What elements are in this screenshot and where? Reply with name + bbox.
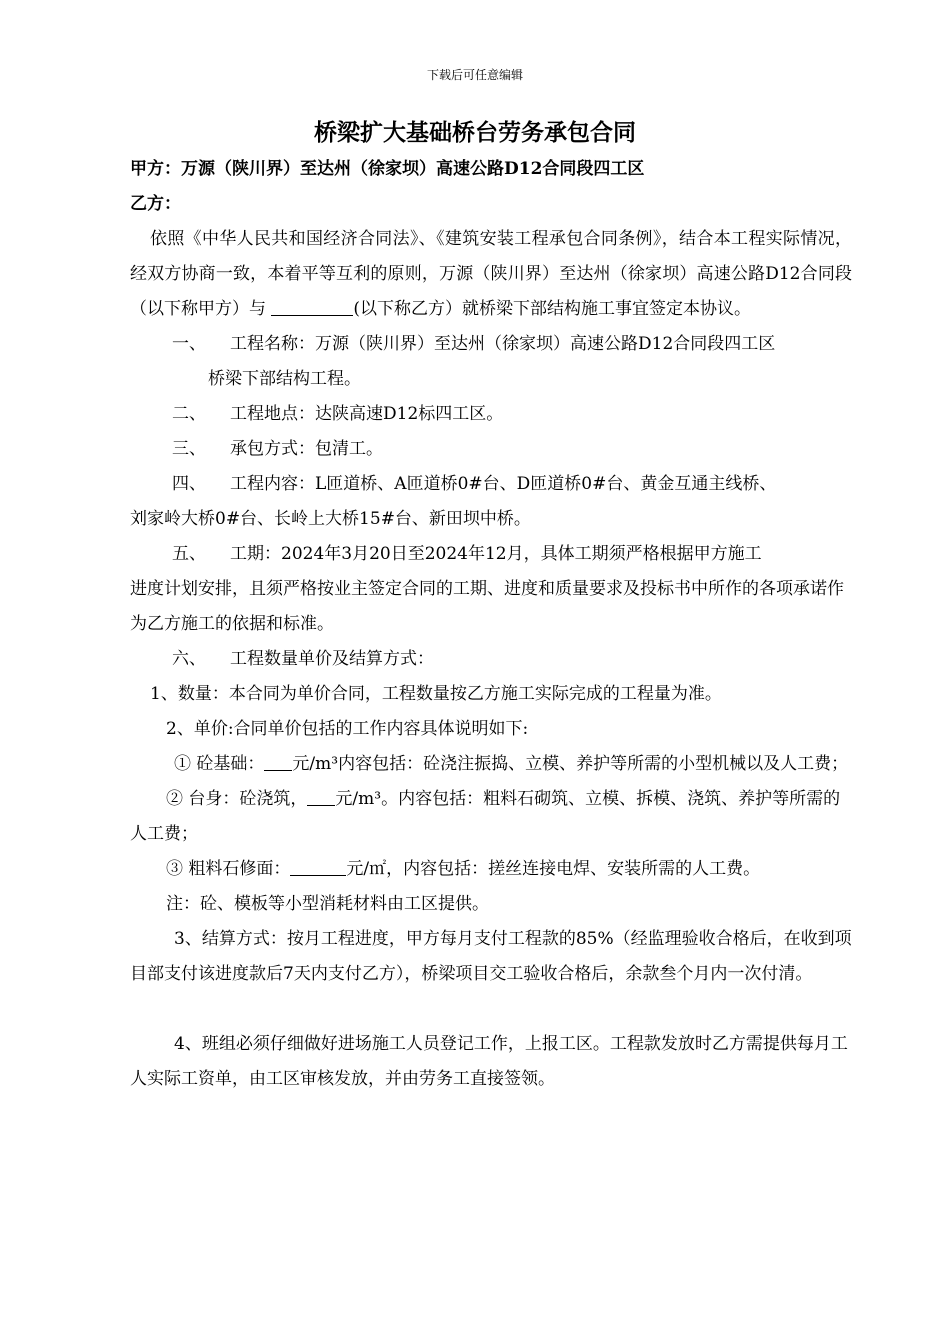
contract-body	[130, 152, 852, 1097]
clause-5	[130, 537, 852, 572]
item-unit-price: 2、单价:合同单价包括的工作内容具体说明如下:	[166, 719, 529, 739]
intro-text-1: 依照《中华人民共和国经济合同法》、《建筑安装工程承包合同条例》，结合本工程实际情况，经双方协商一致，本着平等互利的原则，万源（陕川界）至达州（徐家坝）高速公路D12合同段（以下称甲方）与	[130, 229, 852, 319]
clause-number: 二、	[172, 404, 206, 424]
price-label: ① 砼基础：	[174, 754, 265, 774]
price-blank	[264, 752, 292, 771]
price-label: ③ 粗料石修面：	[166, 859, 291, 879]
item-quantity: 1、数量：本合同为单价合同，工程数量按乙方施工实际完成的工程量为准。	[150, 684, 722, 704]
intro-paragraph	[130, 222, 852, 327]
clause-text: 工程数量单价及结算方式：	[230, 649, 434, 669]
price-blank	[290, 857, 346, 876]
price-stone-facing	[130, 852, 852, 887]
price-concrete-foundation	[130, 747, 852, 782]
price-blank	[307, 787, 335, 806]
clause-number: 六、	[172, 649, 206, 669]
clause-number: 一、	[172, 334, 206, 354]
item-registration: 4、班组必须仔细做好进场施工人员登记工作，上报工区。工程款发放时乙方需提供每月工人实际工资单，由工区审核发放，并由劳务工直接签领。	[130, 1034, 848, 1089]
clause-text: 工期：2024年3月20日至2024年12月，具体工期须严格根据甲方施工	[230, 544, 762, 564]
price-abutment-body	[130, 782, 852, 852]
price-desc: 元/㎡，内容包括：搓丝连接电焊、安装所需的人工费。	[346, 859, 761, 879]
price-desc: 元/m³。内容包括：粗料石砌筑、立模、拆模、浇筑、养护等所需的人工费；	[130, 789, 841, 844]
clause-5-continuation: 进度计划安排，且须严格按业主签定合同的工期、进度和质量要求及投标书中所作的各项承诺作为乙方施工的依据和标准。	[130, 579, 844, 634]
page-header: 下载后可任意编辑	[426, 68, 523, 82]
item-settlement: 3、结算方式：按月工程进度，甲方每月支付工程款的85%（经监理验收合格后，在收到项目部支付该进度款后7天内支付乙方），桥梁项目交工验收合格后，余款叁个月内一次付清。	[130, 929, 852, 984]
clause-text: 承包方式：包清工。	[230, 439, 383, 459]
clause-4	[130, 467, 852, 502]
price-desc: 元/m³内容包括：砼浇注振捣、立模、养护等所需的小型机械以及人工费；	[292, 754, 849, 774]
price-label: ② 台身：砼浇筑，	[166, 789, 308, 809]
clause-number: 五、	[172, 544, 206, 564]
clause-2	[130, 397, 852, 432]
clause-text: 工程名称：万源（陕川界）至达州（徐家坝）高速公路D12合同段四工区	[230, 334, 776, 354]
spacer	[130, 992, 852, 1027]
clause-3	[130, 432, 852, 467]
clause-4-continuation: 刘家岭大桥0#台、长岭上大桥15#台、新田坝中桥。	[130, 509, 531, 529]
clause-1-continuation: 桥梁下部结构工程。	[208, 369, 361, 389]
party-b-name-blank	[271, 297, 353, 316]
clause-number: 三、	[172, 439, 206, 459]
intro-text-2: (以下称乙方）就桥梁下部结构施工事宜签定本协议。	[353, 299, 752, 319]
document-title: 桥梁扩大基础桥台劳务承包合同	[314, 119, 636, 146]
clause-text: 工程地点：达陕高速D12标四工区。	[230, 404, 504, 424]
clause-6	[130, 642, 852, 677]
party-a: 甲方：万源（陕川界）至达州（徐家坝）高速公路D12合同段四工区	[130, 159, 645, 179]
materials-note: 注：砼、模板等小型消耗材料由工区提供。	[166, 894, 489, 914]
clause-1	[130, 327, 852, 362]
clause-number: 四、	[172, 474, 206, 494]
clause-text: 工程内容：L匝道桥、A匝道桥0#台、D匝道桥0#台、黄金互通主线桥、	[230, 474, 777, 494]
party-b: 乙方：	[130, 194, 181, 214]
